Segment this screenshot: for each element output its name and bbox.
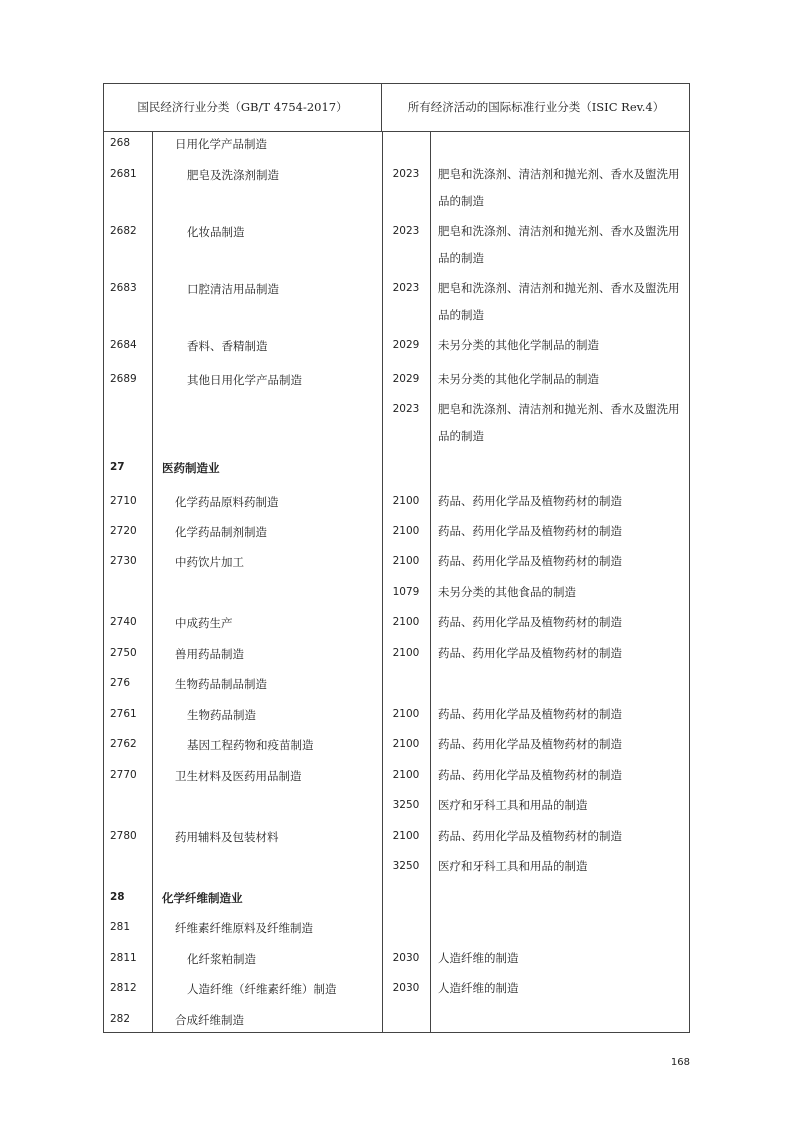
classification-table (103, 83, 690, 1033)
isic-description: 肥皂和洗涤剂、清洁剂和抛光剂、香水及盥洗用品的制造 (438, 224, 680, 265)
isic-code: 2029 (392, 373, 420, 385)
gbt-code: 2689 (110, 373, 137, 385)
header-gbt: 国民经济行业分类（GB/T 4754-2017） (104, 84, 382, 131)
industry-name: 合成纤维制造 (175, 1013, 244, 1027)
industry-name: 兽用药品制造 (175, 647, 244, 661)
gbt-code: 28 (110, 891, 125, 903)
isic-description: 医疗和牙科工具和用品的制造 (438, 798, 588, 812)
isic-description: 药品、药用化学品及植物药材的制造 (438, 707, 622, 721)
industry-name: 化妆品制造 (187, 225, 245, 239)
gbt-code: 2710 (110, 495, 137, 507)
isic-description: 肥皂和洗涤剂、清洁剂和抛光剂、香水及盥洗用品的制造 (438, 167, 680, 208)
table-header (104, 84, 689, 132)
isic-description: 药品、药用化学品及植物药材的制造 (438, 554, 622, 568)
gbt-code: 281 (110, 921, 131, 933)
isic-description: 肥皂和洗涤剂、清洁剂和抛光剂、香水及盥洗用品的制造 (438, 402, 680, 443)
gbt-code: 282 (110, 1013, 131, 1025)
isic-description: 医疗和牙科工具和用品的制造 (438, 859, 588, 873)
isic-code: 3250 (392, 799, 420, 811)
industry-name: 化纤浆粕制造 (187, 952, 256, 966)
industry-name: 纤维素纤维原料及纤维制造 (175, 921, 313, 935)
isic-code: 2100 (392, 830, 420, 842)
gbt-code: 2720 (110, 525, 137, 537)
isic-code: 2023 (392, 403, 420, 415)
gbt-code: 2681 (110, 168, 137, 180)
industry-name: 人造纤维（纤维素纤维）制造 (187, 982, 337, 996)
industry-name: 中成药生产 (175, 616, 233, 630)
gbt-code: 2683 (110, 282, 137, 294)
gbt-code: 276 (110, 677, 131, 689)
industry-name: 肥皂及洗涤剂制造 (187, 168, 279, 182)
isic-description: 药品、药用化学品及植物药材的制造 (438, 829, 622, 843)
isic-description: 人造纤维的制造 (438, 981, 519, 995)
isic-code: 2023 (392, 282, 420, 294)
industry-name: 日用化学产品制造 (175, 137, 267, 151)
industry-name: 化学纤维制造业 (162, 891, 243, 905)
column-divider (152, 84, 153, 1032)
industry-name: 药用辅料及包装材料 (175, 830, 279, 844)
isic-description: 药品、药用化学品及植物药材的制造 (438, 524, 622, 538)
gbt-code: 2811 (110, 952, 137, 964)
gbt-code: 2762 (110, 738, 137, 750)
gbt-code: 2750 (110, 647, 137, 659)
isic-code: 2100 (392, 738, 420, 750)
page-number: 168 (670, 1057, 690, 1068)
industry-name: 口腔清洁用品制造 (187, 282, 279, 296)
isic-code: 2030 (392, 952, 420, 964)
industry-name: 其他日用化学产品制造 (187, 373, 302, 387)
industry-name: 医药制造业 (162, 461, 220, 475)
gbt-code: 2770 (110, 769, 137, 781)
column-divider (430, 84, 431, 1032)
industry-name: 香料、香精制造 (187, 339, 268, 353)
isic-code: 1079 (392, 586, 420, 598)
gbt-code: 2740 (110, 616, 137, 628)
isic-code: 2100 (392, 525, 420, 537)
industry-name: 卫生材料及医药用品制造 (175, 769, 302, 783)
gbt-code: 27 (110, 461, 125, 473)
industry-name: 中药饮片加工 (175, 555, 244, 569)
isic-description: 药品、药用化学品及植物药材的制造 (438, 494, 622, 508)
industry-name: 化学药品原料药制造 (175, 495, 279, 509)
isic-description: 肥皂和洗涤剂、清洁剂和抛光剂、香水及盥洗用品的制造 (438, 281, 680, 322)
gbt-code: 268 (110, 137, 131, 149)
isic-description: 人造纤维的制造 (438, 951, 519, 965)
industry-name: 生物药品制造 (187, 708, 256, 722)
industry-name: 基因工程药物和疫苗制造 (187, 738, 314, 752)
gbt-code: 2682 (110, 225, 137, 237)
isic-code: 2023 (392, 168, 420, 180)
isic-description: 未另分类的其他食品的制造 (438, 585, 576, 599)
isic-code: 2100 (392, 708, 420, 720)
isic-code: 2023 (392, 225, 420, 237)
isic-code: 2100 (392, 616, 420, 628)
industry-name: 化学药品制剂制造 (175, 525, 267, 539)
isic-code: 2100 (392, 647, 420, 659)
gbt-code: 2812 (110, 982, 137, 994)
gbt-code: 2761 (110, 708, 137, 720)
isic-code: 2100 (392, 555, 420, 567)
isic-code: 2029 (392, 339, 420, 351)
isic-code: 2030 (392, 982, 420, 994)
industry-name: 生物药品制品制造 (175, 677, 267, 691)
isic-description: 未另分类的其他化学制品的制造 (438, 338, 599, 352)
isic-code: 2100 (392, 769, 420, 781)
isic-code: 3250 (392, 860, 420, 872)
isic-description: 药品、药用化学品及植物药材的制造 (438, 768, 622, 782)
isic-description: 药品、药用化学品及植物药材的制造 (438, 737, 622, 751)
isic-description: 药品、药用化学品及植物药材的制造 (438, 615, 622, 629)
isic-code: 2100 (392, 495, 420, 507)
isic-description: 药品、药用化学品及植物药材的制造 (438, 646, 622, 660)
gbt-code: 2730 (110, 555, 137, 567)
isic-description: 未另分类的其他化学制品的制造 (438, 372, 599, 386)
gbt-code: 2684 (110, 339, 137, 351)
header-isic: 所有经济活动的国际标准行业分类（ISIC Rev.4） (407, 100, 665, 114)
gbt-code: 2780 (110, 830, 137, 842)
